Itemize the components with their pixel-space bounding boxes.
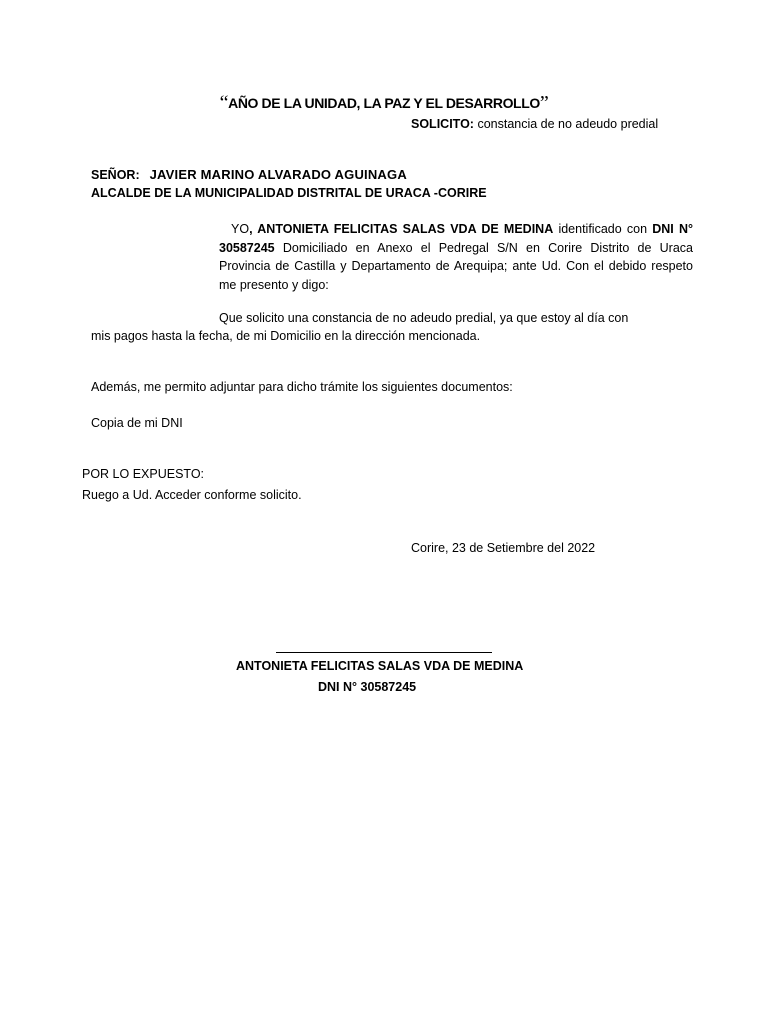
attachment-item: Copia de mi DNI (91, 416, 183, 430)
subject-label: SOLICITO: (411, 117, 474, 131)
attachments-intro: Además, me permito adjuntar para dicho trámite los siguientes documentos: (91, 380, 513, 394)
open-quote: “ (219, 92, 229, 114)
addressee-line (91, 167, 407, 182)
motto-text: AÑO DE LA UNIDAD, LA PAZ Y EL DESARROLLO (228, 95, 540, 111)
applicant-name: ANTONIETA FELICITAS SALAS VDA DE MEDINA (257, 222, 554, 236)
subject-line (411, 117, 658, 131)
closing-heading: POR LO EXPUESTO: (82, 467, 205, 481)
request-line-1: Que solicito una constancia de no adeudo predial, ya que estoy al día con (219, 311, 629, 325)
close-quote: ” (539, 92, 549, 114)
subject-text: constancia de no adeudo predial (473, 117, 659, 131)
addressee-name: JAVIER MARINO ALVARADO AGUINAGA (149, 167, 407, 182)
document-date: Corire, 23 de Setiembre del 2022 (411, 541, 596, 555)
document-motto (0, 92, 768, 115)
signature-line (276, 652, 492, 653)
intro-yo: YO (231, 222, 250, 236)
applicant-dni: DNI N° 30587245 (219, 222, 694, 255)
request-line-2: mis pagos hasta la fecha, de mi Domicilio en la dirección mencionada. (91, 329, 481, 343)
intro-comma: , (249, 222, 258, 236)
closing-text: Ruego a Ud. Acceder conforme solicito. (82, 488, 302, 502)
intro-paragraph (219, 220, 693, 294)
addressee-title: ALCALDE DE LA MUNICIPALIDAD DISTRITAL DE URACA -CORIRE (91, 186, 487, 200)
signature-name: ANTONIETA FELICITAS SALAS VDA DE MEDINA (236, 659, 524, 673)
addressee-label: SEÑOR: (91, 168, 140, 182)
signature-dni: DNI N° 30587245 (318, 680, 417, 694)
intro-rest: Domiciliado en Anexo el Pedregal S/N en Corire Distrito de Uraca Provincia de Castilla y Departamento de Arequipa; ante Ud. Con el debido respeto me presento y digo: (219, 240, 693, 292)
intro-identified: identificado con (553, 222, 653, 236)
